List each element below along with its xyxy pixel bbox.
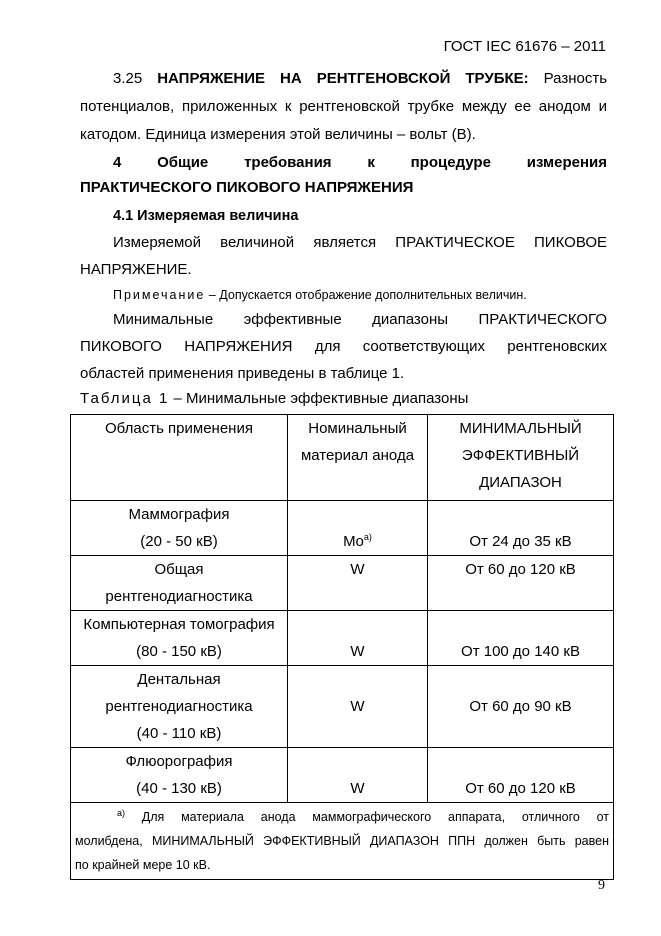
ranges-table (70, 414, 614, 880)
cell-area: Дентальная рентгенодиагностика (40 - 110 кВ) (71, 666, 288, 748)
cell-anode: W (288, 748, 428, 803)
cell-anode: $Mo^{а)}$ (288, 501, 428, 556)
header-effective-range: МИНИМАЛЬНЫЙ ЭФФЕКТИВНЫЙ ДИАПАЗОН (428, 415, 614, 501)
header-anode-material: Номинальный материал анода (288, 415, 428, 501)
section-4-heading-line1: 4 Общие требования к процедуре измерения (113, 154, 607, 171)
section-4-heading-line2: ПРАКТИЧЕСКОГО ПИКОВОГО НАПРЯЖЕНИЯ (80, 179, 414, 196)
cell-range: От 24 до 35 кВ (428, 501, 614, 556)
standard-header: ГОСТ IEC 61676 – 2011 (443, 38, 606, 55)
note: Примечание – Допускается отображение дополнительных величин. (113, 288, 527, 302)
cell-area: Общая рентгенодиагностика (71, 556, 288, 611)
cell-range: От 60 до 90 кВ (428, 666, 614, 748)
cell-anode: W (288, 666, 428, 748)
para1-line1: Измеряемой величиной является ПРАКТИЧЕСКОЕ ПИКОВОЕ (113, 234, 607, 251)
clause-3-25-term: НАПРЯЖЕНИЕ НА РЕНТГЕНОВСКОЙ ТРУБКЕ: (157, 70, 529, 87)
table-footnote: $^{а)}$ Для материала анода маммографического аппарата, отличного от молибдена, МИНИМАЛЬНЫЙ ЭФФЕКТИВНЫЙ ДИАПАЗОН ППН должен быть равен по крайней мере 10 кВ. (71, 803, 614, 880)
page-number: 9 (598, 878, 605, 893)
cell-range: От 60 до 120 кВ (428, 748, 614, 803)
table-row (71, 556, 614, 611)
clause-3-25-line3: катодом. Единица измерения этой величины – вольт (В). (80, 126, 476, 143)
cell-anode: W (288, 556, 428, 611)
footnote-mark: а) (117, 807, 126, 818)
cell-area: Компьютерная томография (80 - 150 кВ) (71, 611, 288, 666)
note-label: Примечание (113, 288, 206, 302)
cell-range: От 100 до 140 кВ (428, 611, 614, 666)
para2-line1: Минимальные эффективные диапазоны ПРАКТИЧЕСКОГО (113, 311, 607, 328)
table-row (71, 748, 614, 803)
table-footnote-row (71, 803, 614, 880)
header-application-area: Область применения (71, 415, 288, 501)
table-caption-label: Таблица 1 (80, 390, 170, 407)
cell-area: Маммография (20 - 50 кВ) (71, 501, 288, 556)
clause-3-25-line2: потенциалов, приложенных к рентгеновской трубке между ее анодом и (80, 98, 607, 115)
table-header-row (71, 415, 614, 501)
clause-3-25-line1: 3.25 НАПРЯЖЕНИЕ НА РЕНТГЕНОВСКОЙ ТРУБКЕ: Разность (113, 70, 608, 87)
section-4-1-heading: 4.1 Измеряемая величина (113, 208, 299, 224)
cell-anode: W (288, 611, 428, 666)
para2-line2: ПИКОВОГО НАПРЯЖЕНИЯ для соответствующих рентгеновских (80, 338, 607, 355)
table-row (71, 611, 614, 666)
para1-line2: НАПРЯЖЕНИЕ. (80, 261, 192, 278)
cell-area: Флюорография (40 - 130 кВ) (71, 748, 288, 803)
cell-range: От 60 до 120 кВ (428, 556, 614, 611)
table-caption: Таблица 1 – Минимальные эффективные диапазоны (80, 390, 469, 407)
table-row (71, 501, 614, 556)
para2-line3: областей применения приведены в таблице 1. (80, 365, 405, 382)
table-row (71, 666, 614, 748)
